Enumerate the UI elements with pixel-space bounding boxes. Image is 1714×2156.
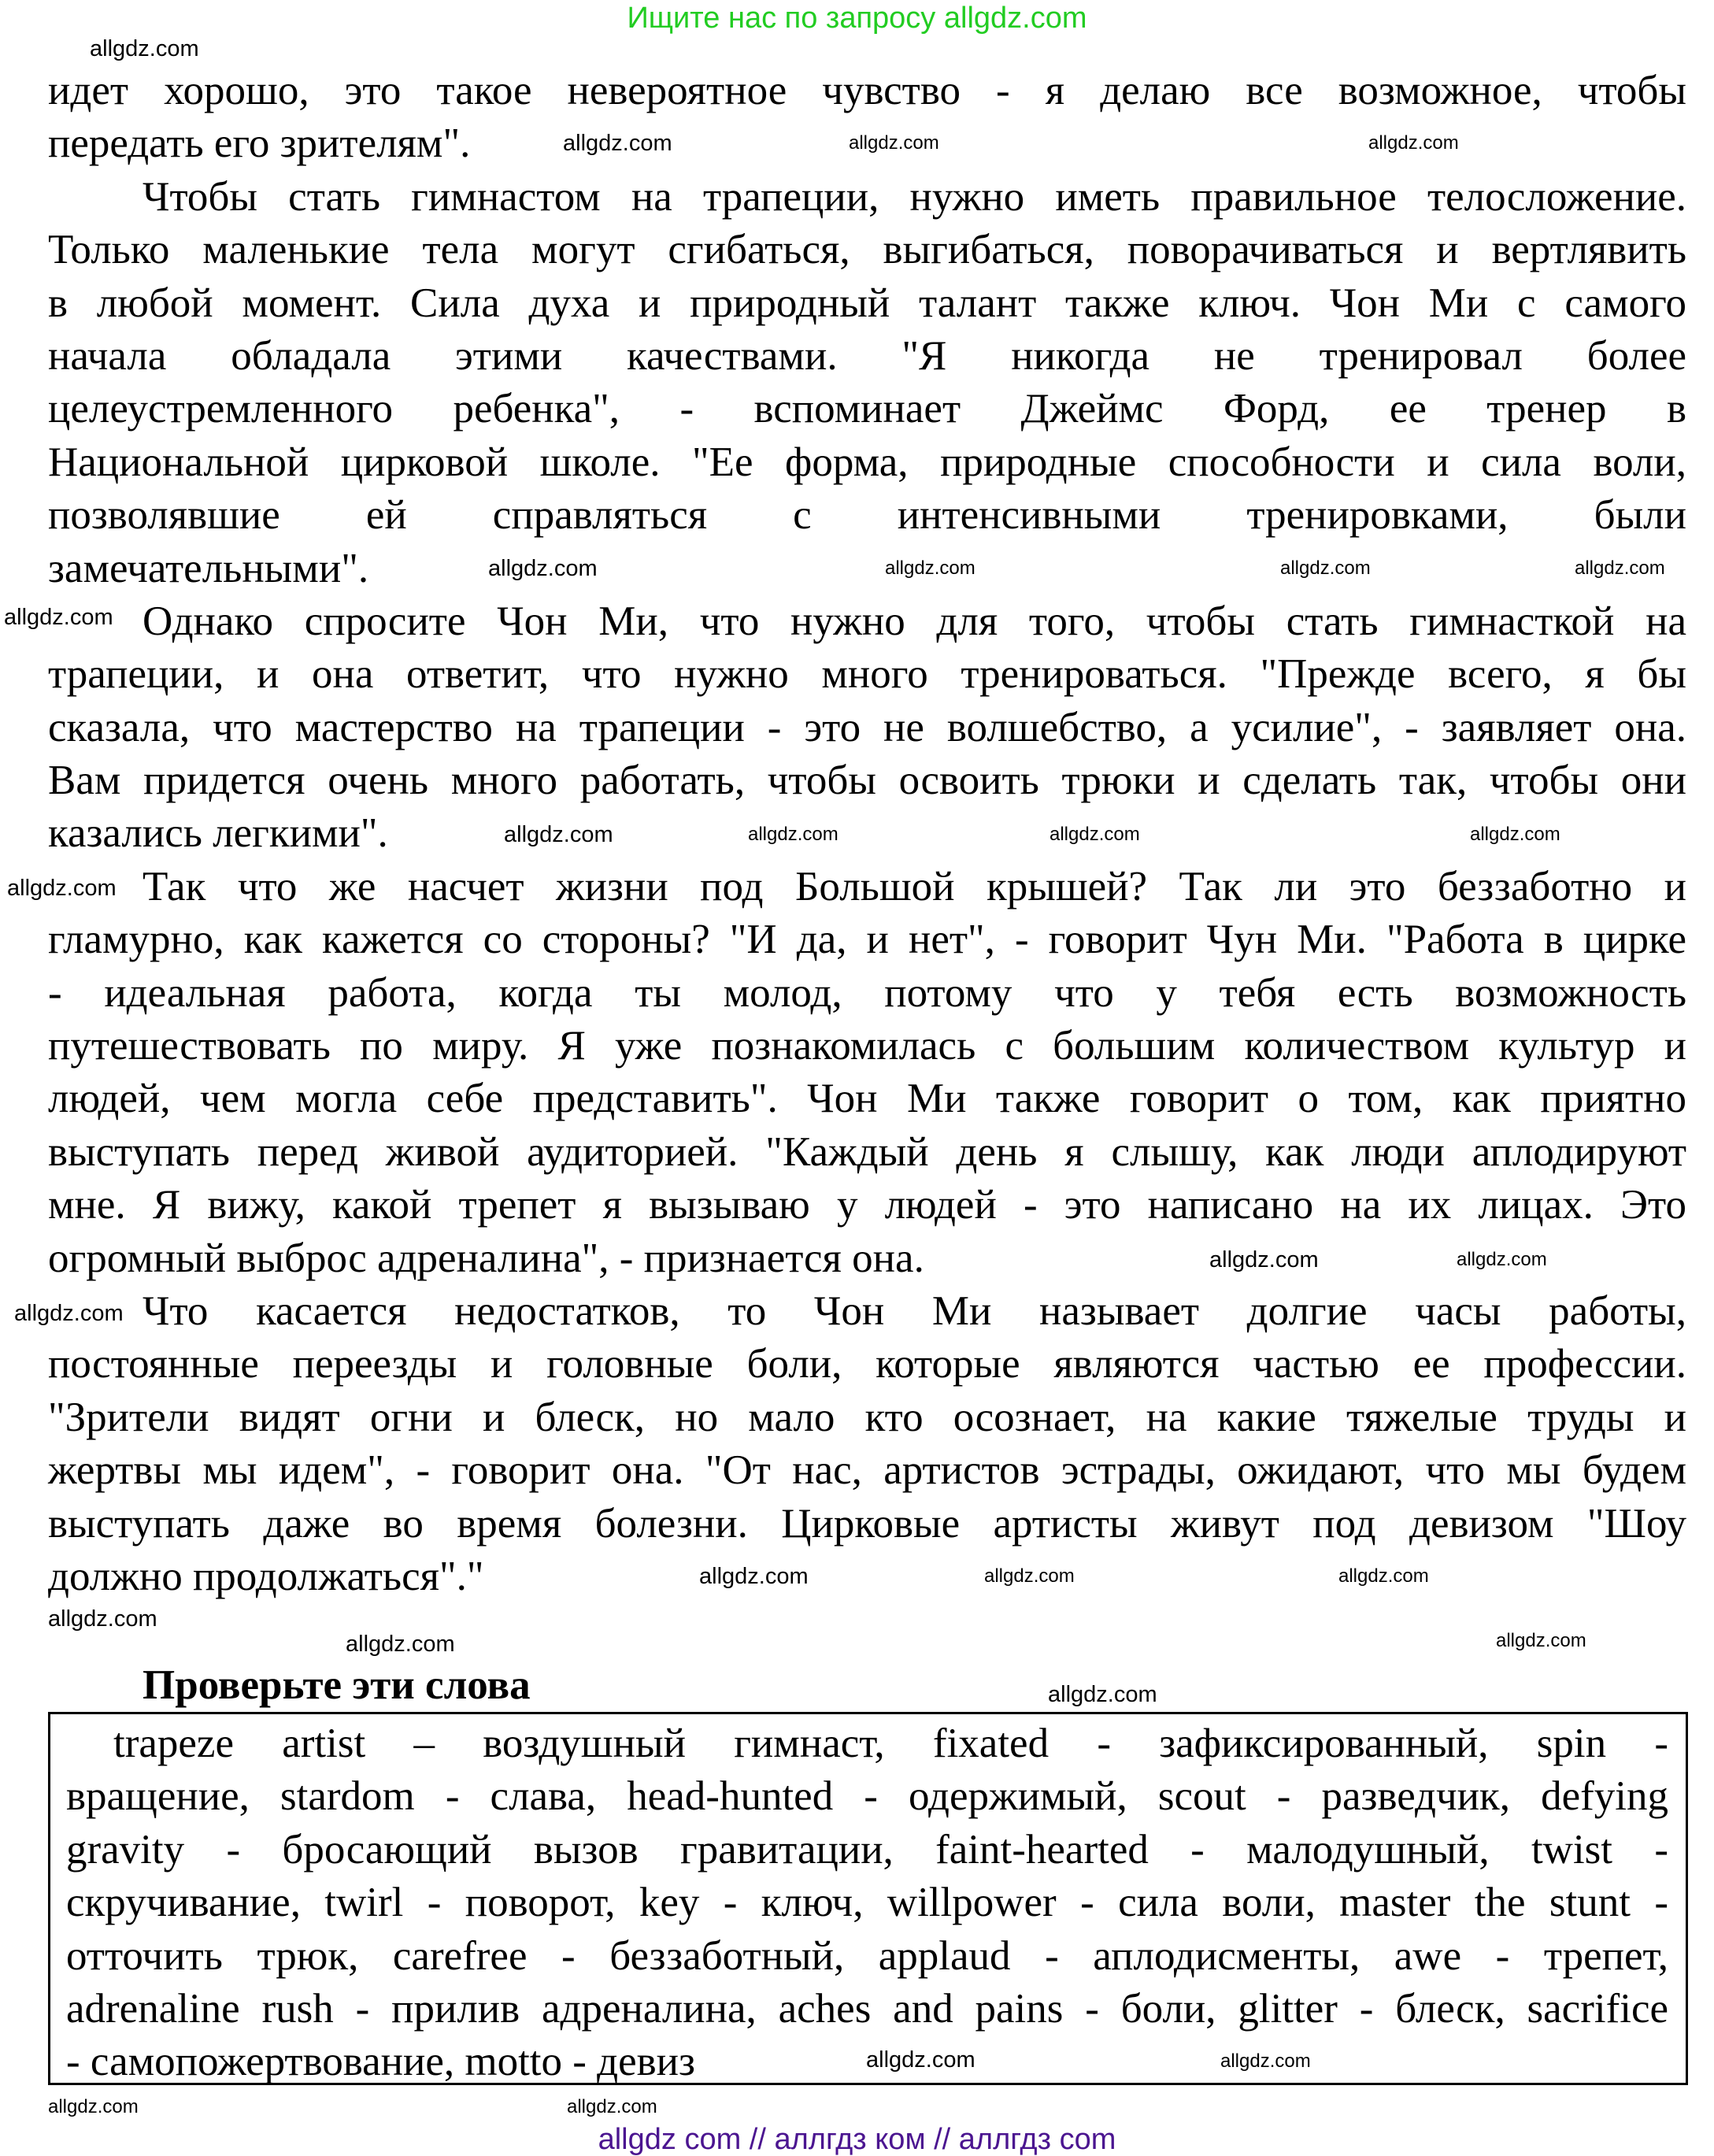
text-line-content: Вам придется очень много работать, чтобы освоить трюки и сделать так, чтобы они (48, 758, 1686, 804)
text-line-content: adrenaline rush - прилив адреналина, aches and pains - боли, glitter - блеск, sacrifice (66, 1985, 1668, 2032)
text-line (48, 1179, 1686, 1232)
text-line-content: идет хорошо, это такое невероятное чувство - я делаю все возможное, чтобы (48, 68, 1686, 113)
text-line (48, 1072, 1686, 1125)
text-line (48, 65, 1686, 117)
watermark: allgdz.com (563, 131, 672, 156)
text-line (48, 1338, 1686, 1391)
text-line-content: - идеальная работа, когда ты молод, потому что у тебя есть возможность (48, 969, 1686, 1016)
text-line-content: передать его зрителям". (48, 120, 471, 167)
text-line (48, 489, 1686, 542)
watermark: allgdz.com (14, 1301, 124, 1326)
text-line-content: скручивание, twirl - поворот, key - ключ, willpower - сила воли, master the stunt - (66, 1880, 1668, 1926)
text-line (48, 1232, 1686, 1285)
text-line (48, 171, 1686, 224)
text-line-content: жертвы мы идем", - говорит она. "От нас, артистов эстрады, ожидают, что мы будем (48, 1447, 1686, 1494)
text-line-content: огромный выброс адреналина", - признается она. (48, 1235, 924, 1281)
watermark: allgdz.com (346, 1632, 455, 1657)
text-line-content: сказала, что мастерство на трапеции - это не волшебство, а усилие", - заявляет она. (48, 704, 1686, 750)
text-line-content: людей, чем могла себе представить". Чон Ми также говорит о том, как приятно (48, 1076, 1686, 1122)
watermark: allgdz.com (48, 2096, 139, 2117)
text-line (48, 383, 1686, 435)
watermark: allgdz.com (48, 1606, 157, 1632)
watermark: allgdz.com (1575, 558, 1665, 579)
text-line (66, 1770, 1668, 1823)
text-line (66, 1824, 1668, 1876)
footer-banner: allgdz com // аллгдз ком // аллгдз com (598, 2123, 1116, 2156)
text-line-content: - самопожертвование, motto - девиз (66, 2039, 695, 2085)
text-line-content: мне. Я вижу, какой трепет я вызываю у людей - это написано на их лицах. Это (48, 1182, 1686, 1228)
watermark: allgdz.com (7, 876, 117, 901)
text-line-content: выступать перед живой аудиторией. "Каждый день я слышу, как люди аплодируют (48, 1128, 1686, 1175)
text-line-content: отточить трюк, carefree - беззаботный, applaud - аплодисменты, awe - трепет, (66, 1932, 1668, 1979)
watermark: allgdz.com (90, 36, 199, 61)
text-line (48, 277, 1686, 330)
text-line-content: должно продолжаться"." (48, 1553, 484, 1599)
text-line (66, 1930, 1668, 1983)
text-line (48, 224, 1686, 276)
text-line (48, 648, 1686, 701)
text-line (48, 1020, 1686, 1072)
text-line (48, 967, 1686, 1020)
text-line (48, 754, 1686, 807)
text-line-content: trapeze artist – воздушный гимнаст, fixated - зафиксированный, spin - (113, 1721, 1668, 1766)
text-line (48, 913, 1686, 966)
text-line-content: гламурно, как кажется со стороны? "И да, и нет", - говорит Чун Ми. "Работа в цирке (48, 917, 1686, 963)
watermark: allgdz.com (504, 822, 613, 847)
watermark: allgdz.com (1457, 1249, 1547, 1270)
watermark: allgdz.com (1368, 132, 1459, 154)
text-line-content: gravity - бросающий вызов гравитации, faint-hearted - малодушный, twist - (66, 1826, 1668, 1873)
watermark: allgdz.com (984, 1565, 1075, 1587)
watermark: allgdz.com (748, 824, 838, 845)
vocab-box (48, 1712, 1688, 2085)
text-line (48, 702, 1686, 754)
watermark: allgdz.com (699, 1564, 809, 1589)
text-line-content: Чтобы стать гимнастом на трапеции, нужно иметь правильное телосложение. (143, 173, 1686, 220)
watermark: allgdz.com (1496, 1630, 1586, 1651)
text-line-content: вращение, stardom - слава, head-hunted - одержимый, scout - разведчик, defying (66, 1773, 1668, 1820)
text-line-content: постоянные переезды и головные боли, которые являются частью ее профессии. (48, 1341, 1686, 1387)
text-line (48, 1498, 1686, 1550)
text-line-content: Так что же насчет жизни под Большой крышей? Так ли это беззаботно и (143, 863, 1686, 909)
header-banner: Ищите нас по запросу allgdz.com (627, 2, 1087, 35)
watermark: allgdz.com (488, 556, 598, 581)
text-line-content: Только маленькие тела могут сгибаться, выгибаться, поворачиваться и вертлявить (48, 227, 1686, 273)
text-line (48, 330, 1686, 383)
watermark: allgdz.com (866, 2047, 975, 2073)
text-line-content: трапеции, и она ответит, что нужно много тренироваться. "Прежде всего, я бы (48, 651, 1686, 698)
text-line (48, 436, 1686, 489)
text-line-content: Однако спросите Чон Ми, что нужно для того, чтобы стать гимнасткой на (143, 598, 1686, 644)
text-line-content: начала обладала этими качествами. "Я никогда не тренировал более (48, 332, 1686, 379)
watermark: allgdz.com (567, 2096, 657, 2117)
text-line-content: "Зрители видят огни и блеск, но мало кто осознает, на какие тяжелые труды и (48, 1394, 1686, 1440)
text-line (48, 1444, 1686, 1497)
watermark: allgdz.com (849, 132, 939, 154)
watermark: allgdz.com (1048, 1682, 1157, 1707)
watermark: allgdz.com (885, 558, 975, 579)
text-line (48, 807, 1686, 860)
watermark: allgdz.com (4, 605, 113, 630)
text-line (66, 1983, 1668, 2036)
watermark: allgdz.com (1050, 824, 1140, 845)
text-line (66, 1876, 1668, 1929)
watermark: allgdz.com (1209, 1247, 1319, 1272)
text-line-content: выступать даже во время болезни. Цирковые артисты живут под девизом "Шоу (48, 1500, 1686, 1547)
text-line-content: в любой момент. Сила духа и природный талант также ключ. Чон Ми с самого (48, 280, 1686, 326)
text-line (48, 543, 1686, 595)
watermark: allgdz.com (1220, 2050, 1311, 2072)
watermark: allgdz.com (1338, 1565, 1429, 1587)
text-line-content: замечательными". (48, 545, 369, 591)
text-line-content: Что касается недостатков, то Чон Ми называет долгие часы работы, (143, 1287, 1686, 1334)
vocab-list (66, 1717, 1668, 2089)
text-line (48, 861, 1686, 913)
watermark: allgdz.com (1280, 558, 1371, 579)
text-line (48, 1285, 1686, 1338)
watermark: allgdz.com (1470, 824, 1560, 845)
vocab-heading: Проверьте эти слова (143, 1662, 531, 1708)
text-line-content: казались легкими". (48, 810, 388, 857)
article-body (48, 65, 1686, 1603)
text-line (48, 595, 1686, 648)
text-line-content: целеустремленного ребенка", - вспоминает Джеймс Форд, ее тренер в (48, 386, 1686, 432)
text-line-content: путешествовать по миру. Я уже познакомилась с большим количеством культур и (48, 1023, 1686, 1069)
text-line (48, 1126, 1686, 1179)
text-line (66, 1717, 1668, 1770)
text-line-content: Национальной цирковой школе. "Ее форма, природные способности и сила воли, (48, 439, 1686, 485)
text-line-content: позволявшие ей справляться с интенсивными тренировками, были (48, 492, 1686, 539)
text-line (48, 1391, 1686, 1444)
text-line (48, 1550, 1686, 1603)
